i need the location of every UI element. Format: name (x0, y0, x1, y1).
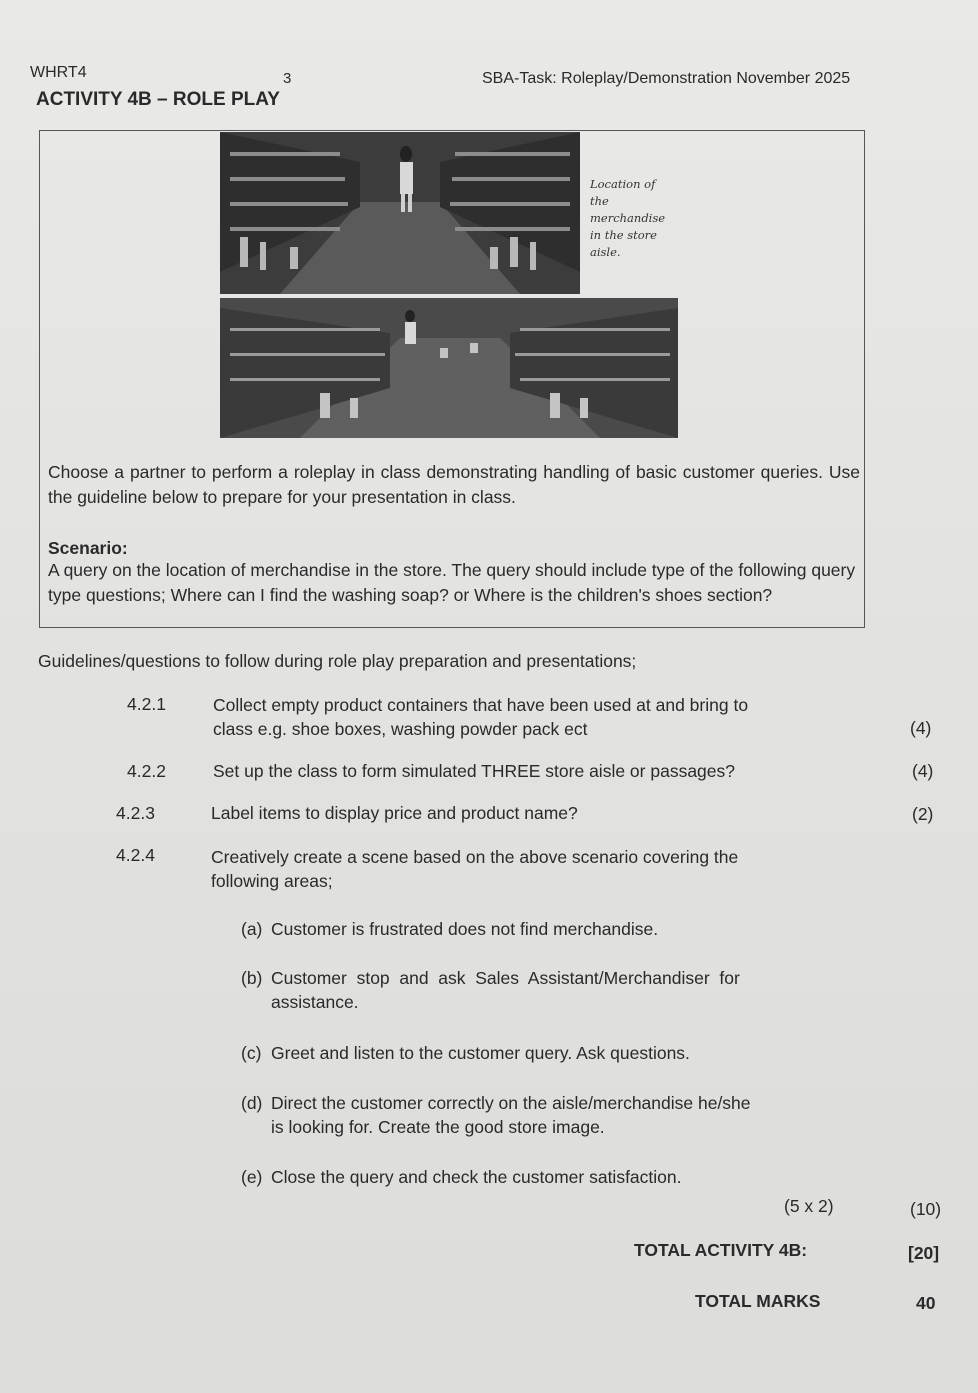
caption-line: merchandise (590, 211, 666, 225)
subject-code: WHRT4 (30, 64, 87, 81)
item-text: class e.g. shoe boxes, washing powder pack ect (213, 719, 588, 739)
subitem-label: (d) (241, 1093, 263, 1113)
store-aisle-photo-top (220, 132, 580, 294)
subitem (241, 917, 881, 941)
subitem-label: (c) (241, 1043, 262, 1063)
item-text: Label items to display price and product name? (211, 803, 578, 823)
item-number: 4.2.2 (127, 761, 166, 781)
total-activity-value: [20] (908, 1243, 940, 1263)
guidelines-heading: Guidelines/questions to follow during role play preparation and presentations; (38, 651, 637, 671)
item-text: Set up the class to form simulated THREE store aisle or passages? (213, 761, 736, 781)
store-aisle-photo-bottom (220, 298, 678, 438)
figure-caption (590, 176, 690, 261)
subitem-text: Customer stop and ask Sales Assistant/Merchandiser for (271, 968, 740, 988)
subitem-text: is looking for. Create the good store image. (271, 1117, 605, 1137)
item-mark: (4) (912, 761, 934, 781)
calculation: (5 x 2) (784, 1196, 834, 1216)
item-number: 4.2.1 (127, 694, 166, 714)
activity-heading: ACTIVITY 4B – ROLE PLAY (36, 89, 280, 110)
total-marks-value: 40 (916, 1293, 936, 1313)
subitem-text: assistance. (271, 992, 359, 1012)
subitem-label: (b) (241, 968, 263, 988)
subitem (241, 1091, 881, 1139)
calculation-mark: (10) (910, 1199, 942, 1219)
total-marks-label: TOTAL MARKS (695, 1291, 821, 1311)
subitem-text: Customer is frustrated does not find merchandise. (271, 919, 659, 939)
scenario-heading: Scenario: (48, 538, 128, 558)
caption-line: in the store (590, 228, 657, 242)
subitem (241, 1041, 881, 1065)
page-number: 3 (283, 70, 292, 87)
subitem-text: Close the query and check the customer satisfaction. (271, 1167, 682, 1187)
item-number: 4.2.3 (116, 803, 155, 823)
item-text: following areas; (211, 871, 333, 891)
caption-line: the (590, 194, 609, 208)
subitem-label: (e) (241, 1167, 263, 1187)
subitem (241, 1165, 881, 1189)
item-mark: (2) (912, 804, 934, 824)
item-mark: (4) (910, 718, 932, 738)
caption-line: aisle. (590, 245, 621, 259)
item-text: Creatively create a scene based on the above scenario covering the (211, 847, 739, 867)
subitem-text: Greet and listen to the customer query. Ask questions. (271, 1043, 690, 1063)
subitem-text: Direct the customer correctly on the aisle/merchandise he/she (271, 1093, 751, 1113)
item-number: 4.2.4 (116, 845, 155, 865)
total-activity-label: TOTAL ACTIVITY 4B: (634, 1240, 808, 1260)
subitem-label: (a) (241, 919, 263, 939)
intro-paragraph: Choose a partner to perform a roleplay in class demonstrating handling of basic customer queries. Use the guideline below to prepare for your presentation in class. (48, 462, 860, 507)
subitem (241, 966, 881, 1014)
scenario-text: A query on the location of merchandise in the store. The query should include type of the following query type questions; Where can I find the washing soap? or Where is the children's shoes section? (48, 560, 856, 605)
caption-line: Location of (590, 177, 656, 191)
item-text: Collect empty product containers that have been used at and bring to (213, 695, 749, 715)
task-title: SBA-Task: Roleplay/Demonstration November 2025 (482, 70, 851, 87)
